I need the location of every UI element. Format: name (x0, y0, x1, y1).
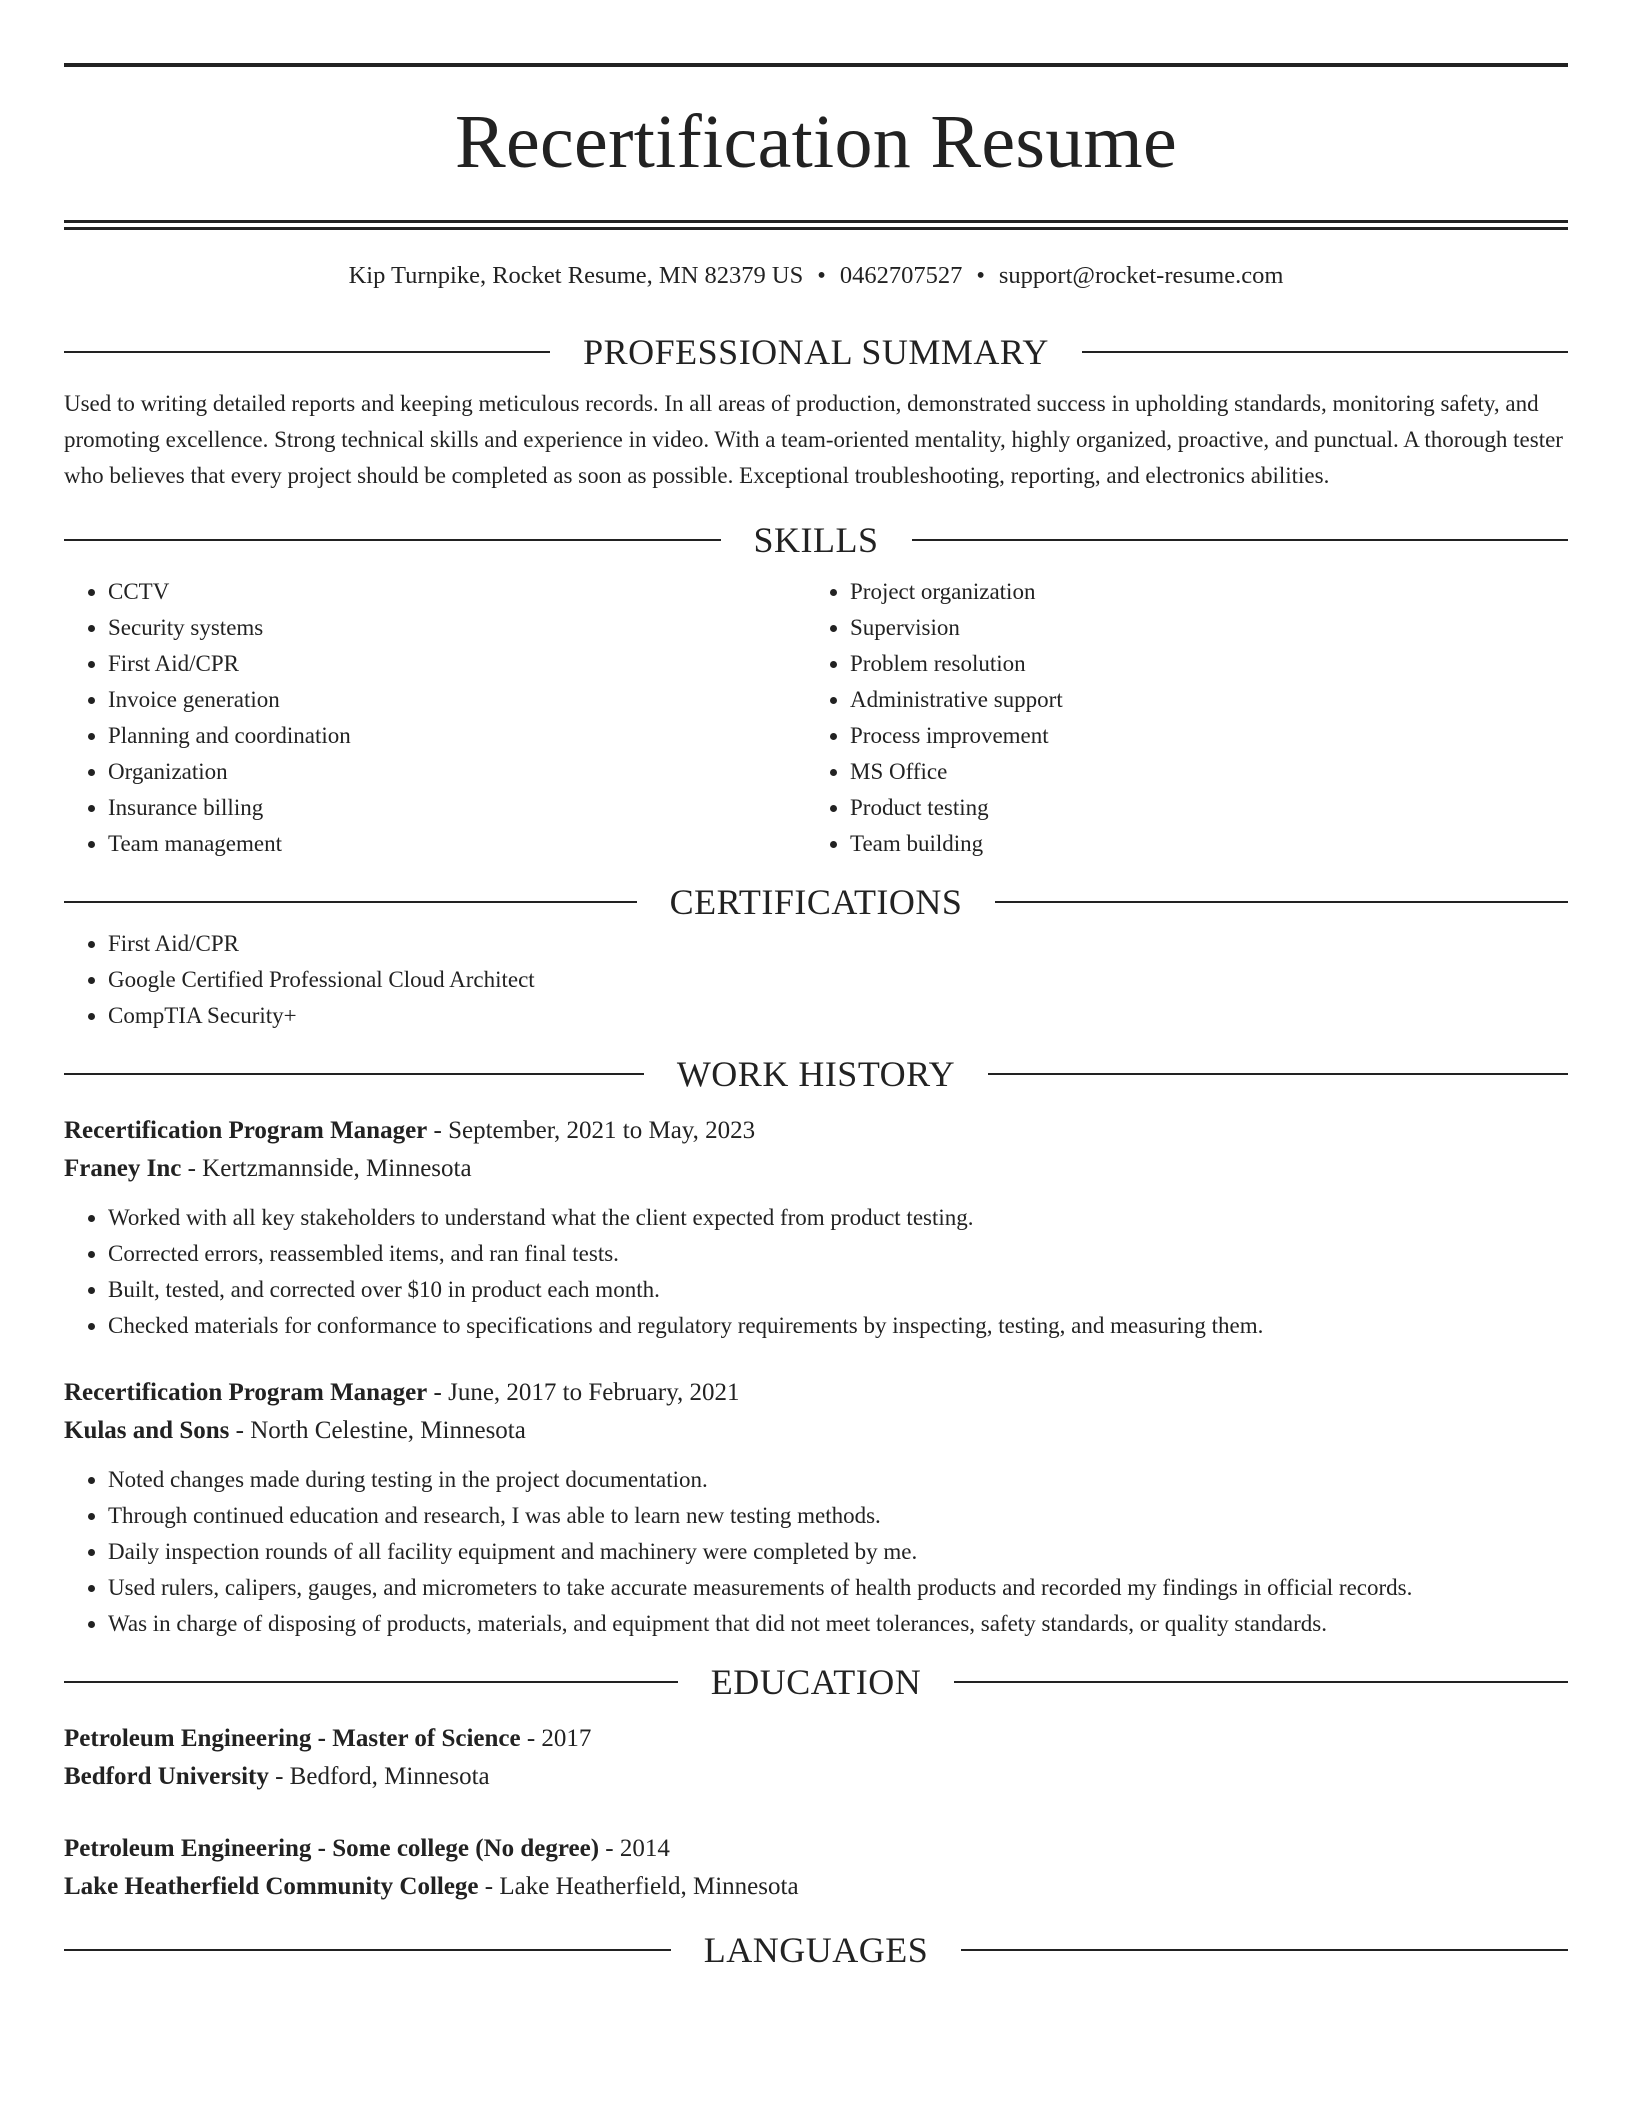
section-title: CERTIFICATIONS (669, 882, 963, 922)
heading-rule-left (64, 1681, 678, 1683)
job-title-line (64, 1374, 1568, 1412)
education-degree: Petroleum Engineering - Master of Science (64, 1725, 521, 1752)
job-bullet: • Noted changes made during testing in the project documentation. (108, 1462, 1568, 1498)
job-dates: - June, 2017 to February, 2021 (427, 1379, 740, 1406)
skill-item: • Product testing (850, 790, 1548, 826)
certification-item: • First Aid/CPR (108, 926, 1568, 962)
contact-line (64, 259, 1568, 293)
job-company: Kulas and Sons (64, 1417, 230, 1444)
job-bullet: • Corrected errors, reassembled items, and ran final tests. (108, 1236, 1568, 1272)
contact-phone: 0462707527 (839, 262, 963, 289)
summary-text: Used to writing detailed reports and keeping meticulous records. In all areas of production, demonstrated success in upholding standards, monitoring safety, and promoting excellence. Strong technical skills and experience in video. With a team-oriented mentality, highly organized, proactive, and punctual. A thorough tester who believes that every project should be completed as soon as possible. Exceptional troubleshooting, reporting, and electronics abilities. (64, 391, 1563, 488)
skills-column-right (806, 574, 1548, 862)
education-year: - 2014 (599, 1835, 670, 1862)
education-school: Bedford University (64, 1763, 269, 1790)
job-company-line (64, 1150, 1568, 1188)
section-title: WORK HISTORY (676, 1054, 956, 1094)
education-degree-line (64, 1720, 1568, 1758)
job-bullets (64, 1462, 1568, 1642)
education-degree: Petroleum Engineering - Some college (No degree) (64, 1835, 600, 1862)
contact-address: Kip Turnpike, Rocket Resume, MN 82379 US (348, 262, 804, 289)
job-bullet: • Through continued education and research, I was able to learn new testing methods. (108, 1498, 1568, 1534)
heading-rule-right (912, 539, 1569, 541)
education-entry (64, 1720, 1568, 1796)
resume-title: Recertification Resume (455, 100, 1177, 184)
contact-email[interactable]: support@rocket-resume.com (998, 262, 1284, 289)
skill-item: • MS Office (850, 754, 1548, 790)
section-title: PROFESSIONAL SUMMARY (583, 332, 1049, 372)
job-company-line (64, 1412, 1568, 1450)
skills-column-left (64, 574, 806, 862)
job-bullet: • Was in charge of disposing of products, materials, and equipment that did not meet tolerances, safety standards, or quality standards. (108, 1606, 1568, 1642)
skill-item: • Insurance billing (108, 790, 806, 826)
education-school-line (64, 1868, 1568, 1906)
title-double-rule (64, 220, 1568, 230)
education-year: - 2017 (520, 1725, 592, 1752)
skill-item: • Team management (108, 826, 806, 862)
heading-rule-right (954, 1681, 1568, 1683)
resume-page (64, 0, 1568, 1974)
job-bullet: • Built, tested, and corrected over $10 in product each month. (108, 1272, 1568, 1308)
certification-item: • Google Certified Professional Cloud Architect (108, 962, 1568, 998)
education-entry (64, 1830, 1568, 1906)
job-location: - Kertzmannside, Minnesota (181, 1155, 472, 1182)
skill-item: • First Aid/CPR (108, 646, 806, 682)
job-bullet: • Checked materials for conformance to specifications and regulatory requirements by inspecting, testing, and measuring them. (108, 1308, 1568, 1344)
heading-rule-left (64, 1949, 671, 1951)
certification-item: • CompTIA Security+ (108, 998, 1568, 1034)
skill-item: • Invoice generation (108, 682, 806, 718)
skill-item: • Supervision (850, 610, 1548, 646)
heading-rule-left (64, 901, 637, 903)
skill-item: • Organization (108, 754, 806, 790)
education-degree-line (64, 1830, 1568, 1868)
skill-item: • Process improvement (850, 718, 1548, 754)
job-dates: - September, 2021 to May, 2023 (427, 1117, 756, 1144)
section-heading-summary (64, 328, 1568, 376)
job-bullet: • Used rulers, calipers, gauges, and micrometers to take accurate measurements of health products and recorded my findings in official records. (108, 1570, 1568, 1606)
job-company: Franey Inc (64, 1155, 182, 1182)
heading-rule-right (995, 901, 1568, 903)
job-location: - North Celestine, Minnesota (229, 1417, 526, 1444)
section-heading-education (64, 1658, 1568, 1706)
heading-rule-left (64, 351, 550, 353)
skill-item: • Project organization (850, 574, 1548, 610)
top-rule (64, 63, 1568, 67)
heading-rule-right (988, 1073, 1568, 1075)
education-location: - Bedford, Minnesota (268, 1763, 490, 1790)
section-heading-work-history (64, 1050, 1568, 1098)
skill-item: • Problem resolution (850, 646, 1548, 682)
heading-rule-left (64, 1073, 644, 1075)
job-entry (64, 1374, 1568, 1642)
certifications-list (64, 926, 1568, 1034)
job-bullet: • Daily inspection rounds of all facility equipment and machinery were completed by me. (108, 1534, 1568, 1570)
section-heading-skills (64, 516, 1568, 564)
skills-grid (64, 574, 1568, 862)
skill-item: • Security systems (108, 610, 806, 646)
section-title: LANGUAGES (703, 1930, 929, 1970)
skill-item: • Planning and coordination (108, 718, 806, 754)
contact-separator: • (817, 262, 826, 289)
education-location: - Lake Heatherfield, Minnesota (478, 1873, 799, 1900)
heading-rule-right (961, 1949, 1568, 1951)
job-entry (64, 1112, 1568, 1344)
heading-rule-left (64, 539, 721, 541)
section-heading-certifications (64, 878, 1568, 926)
skill-item: • Team building (850, 826, 1548, 862)
education-school: Lake Heatherfield Community College (64, 1873, 479, 1900)
section-heading-languages (64, 1926, 1568, 1974)
job-title-line (64, 1112, 1568, 1150)
job-title: Recertification Program Manager (64, 1379, 428, 1406)
contact-separator: • (976, 262, 985, 289)
education-school-line (64, 1758, 1568, 1796)
section-title: EDUCATION (710, 1662, 922, 1702)
heading-rule-right (1082, 351, 1568, 353)
skill-item: • Administrative support (850, 682, 1548, 718)
job-bullets (64, 1200, 1568, 1344)
job-bullet: • Worked with all key stakeholders to understand what the client expected from product testing. (108, 1200, 1568, 1236)
skill-item: • CCTV (108, 574, 806, 610)
section-title: SKILLS (753, 520, 879, 560)
job-title: Recertification Program Manager (64, 1117, 428, 1144)
